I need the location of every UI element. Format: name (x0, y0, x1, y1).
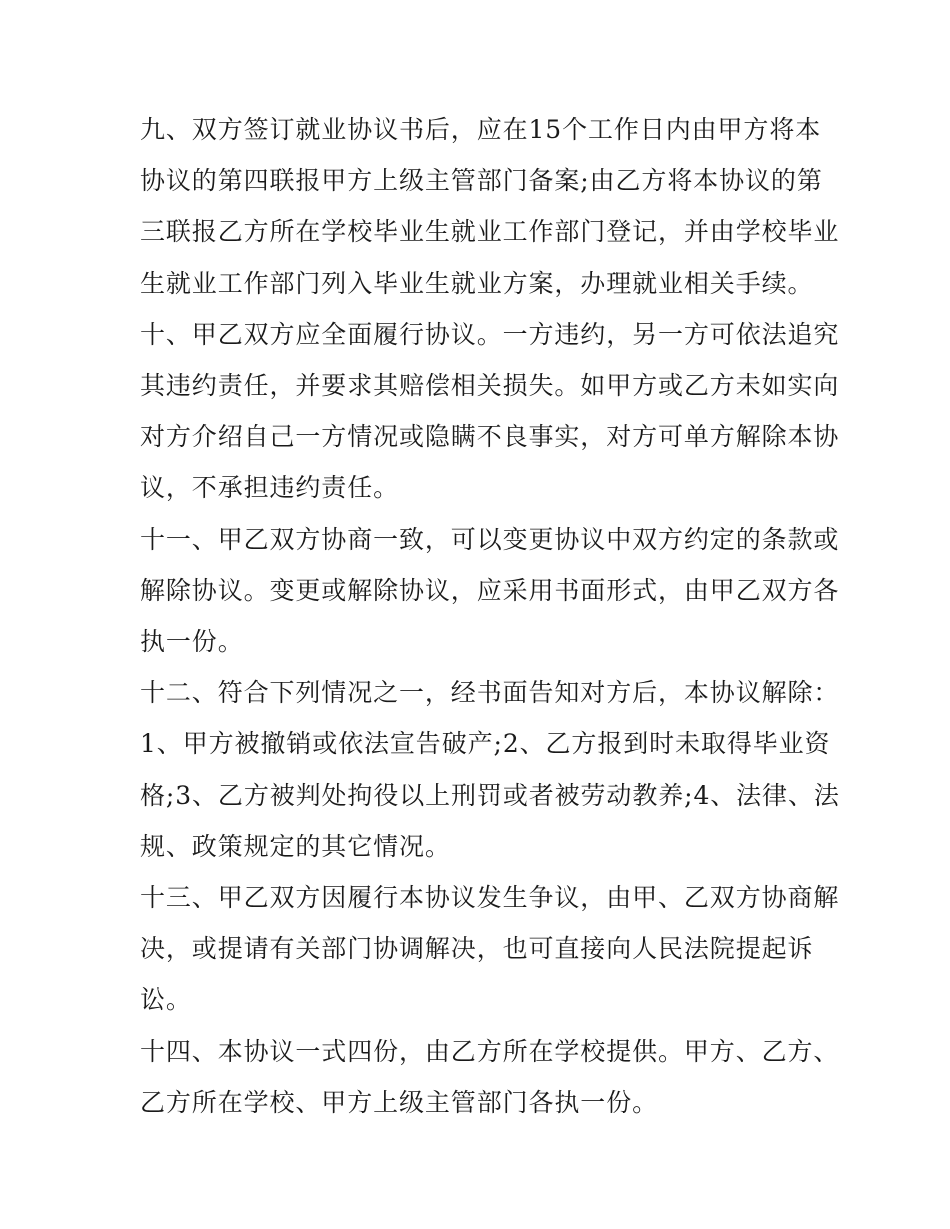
text-line: 三联报乙方所在学校毕业生就业工作部门登记，并由学校毕业 (140, 217, 840, 247)
text-line: 规、政策规定的其它情况。 (140, 831, 451, 861)
text-line: 十、甲乙双方应全面履行协议。一方违约，另一方可依法追究 (140, 319, 840, 349)
text-line: 其违约责任，并要求其赔偿相关损失。如甲方或乙方未如实向 (140, 371, 840, 401)
text-line: 九、双方签订就业协议书后，应在15个工作日内由甲方将本 (140, 115, 822, 144)
text-line: 1、甲方被撤销或依法宣告破产;2、乙方报到时未取得毕业资 (140, 729, 831, 759)
clause-14-paragraph (140, 1026, 840, 1128)
text-line: 执一份。 (140, 627, 244, 657)
document-body (140, 104, 840, 1128)
text-line: 十四、本协议一式四份，由乙方所在学校提供。甲方、乙方、 (140, 1036, 840, 1066)
text-line: 十三、甲乙双方因履行本协议发生争议，由甲、乙双方协商解 (140, 883, 840, 913)
clause-10-paragraph (140, 309, 840, 514)
clause-13-paragraph (140, 872, 840, 1026)
clause-12-paragraph (140, 667, 840, 872)
text-line: 格;3、乙方被判处拘役以上刑罚或者被劳动教养;4、法律、法 (140, 780, 840, 810)
clause-9-paragraph (140, 104, 840, 309)
text-line: 十二、符合下列情况之一，经书面告知对方后，本协议解除： (140, 678, 840, 708)
clause-11-paragraph (140, 514, 840, 668)
text-line: 解除协议。变更或解除协议，应采用书面形式，由甲乙双方各 (140, 575, 840, 605)
text-line: 决，或提请有关部门协调解决，也可直接向人民法院提起诉 (140, 934, 814, 964)
text-line: 十一、甲乙双方协商一致，可以变更协议中双方约定的条款或 (140, 524, 840, 554)
text-line: 讼。 (140, 985, 192, 1015)
text-line: 协议的第四联报甲方上级主管部门备案;由乙方将本协议的第 (140, 166, 823, 196)
text-line: 生就业工作部门列入毕业生就业方案，办理就业相关手续。 (140, 268, 814, 298)
text-line: 乙方所在学校、甲方上级主管部门各执一份。 (140, 1087, 659, 1117)
text-line: 对方介绍自己一方情况或隐瞒不良事实，对方可单方解除本协 (140, 422, 840, 452)
text-line: 议，不承担违约责任。 (140, 473, 400, 503)
